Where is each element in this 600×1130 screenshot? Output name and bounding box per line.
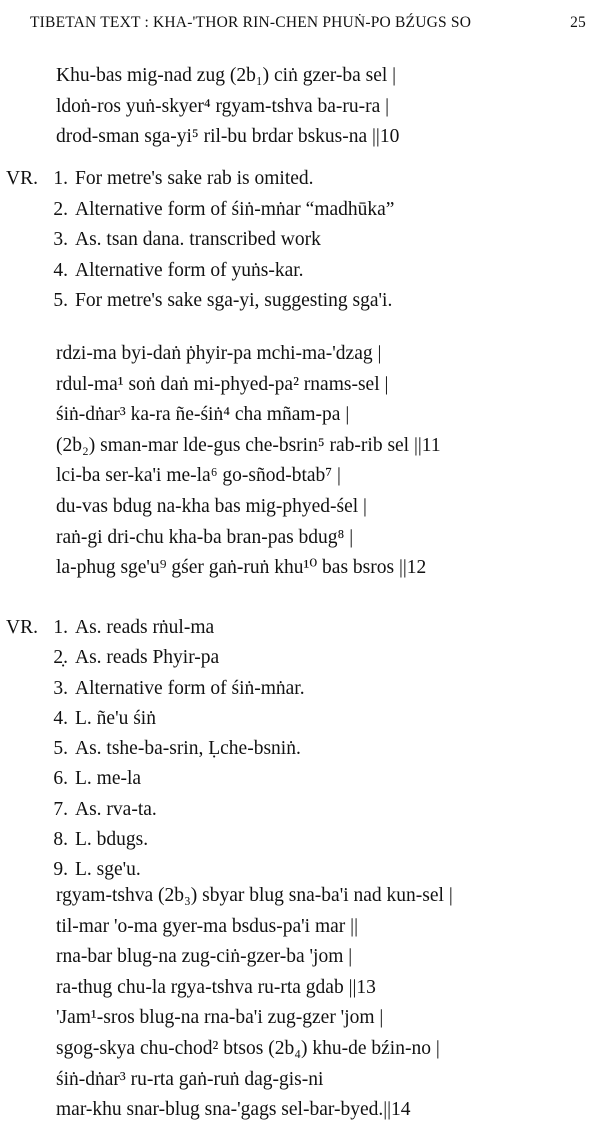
vr-number: 7.: [53, 798, 68, 820]
vr-text: L. bdugs.: [75, 829, 149, 851]
vr-text: As. tshe-ba-srin, Ḷche-bsniṅ.: [75, 738, 301, 760]
vr-text: L. me-la: [75, 768, 142, 790]
vr-number: 2.: [53, 198, 68, 220]
verse-line: śiṅ-dṅar³ ka-ra ñe-śiṅ⁴ cha mñam-pa |: [56, 404, 350, 426]
verse-line: drod-sman sga-yi⁵ ril-bu brdar bskus-na ||10: [56, 126, 400, 148]
verse-line: lci-ba ser-ka'i me-la⁶ go-sñod-btab⁷ |: [56, 465, 341, 487]
vr-number: 5.: [53, 290, 68, 311]
verse-block-13-14: [56, 881, 453, 1126]
vr-number: 9.: [53, 859, 68, 881]
verse-line: rdul-ma¹ soṅ daṅ mi-phyed-pa² rnams-sel |: [56, 373, 389, 395]
vr-label: VR.: [6, 617, 38, 638]
vr-text: L. sge'u.: [75, 859, 141, 881]
vr-number: 1.: [53, 617, 68, 638]
verse-block-11-12: [56, 339, 441, 584]
verse-line: til-mar 'o-ma gyer-ma bsdus-pa'i mar ||: [56, 915, 358, 937]
verse-line: (2b₂) sman-mar lde-gus che-bsrin⁵ rab-rib sel ||11: [56, 434, 441, 456]
verse-line: mar-khu snar-blug sna-'gags sel-bar-byed.||14: [56, 1099, 411, 1121]
vr-text: L. ñe'u śiṅ: [75, 707, 156, 729]
vr-number: 3.: [53, 677, 68, 699]
verse-line: ldoṅ-ros yuṅ-skyer⁴ rgyam-tshva ba-ru-ra |: [56, 95, 390, 117]
vr-text: As. rva-ta.: [75, 798, 157, 820]
verse-line: śiṅ-dṅar³ ru-rta gaṅ-ruṅ dag-gis-ni: [56, 1068, 324, 1090]
vr-number: 5.: [53, 738, 68, 760]
verse-line: Khu-bas mig-nad zug (2b₁) ciṅ gzer-ba sel |: [56, 65, 397, 86]
verse-line: ra-thug chu-la rgya-tshva ru-rta gdab ||13: [56, 976, 376, 998]
verse-line: sgog-skya chu-chod² btsos (2b₄) khu-de bźin-no |: [56, 1037, 440, 1059]
vr-text: For metre's sake rab is omited.: [75, 168, 314, 189]
vr-text: Alternative form of śiṅ-mṅar “madhūka”: [75, 198, 395, 220]
vr-number: 4.: [53, 259, 68, 281]
verse-block-10: [56, 61, 399, 153]
vr-text: As. tsan dana. transcribed work: [75, 229, 321, 250]
verse-line: du-vas bdug na-kha bas mig-phyed-śel |: [56, 495, 367, 517]
vr-text: As. reads Phyir-pa: [75, 647, 220, 669]
page-number: 25: [570, 14, 586, 31]
vr-text: For metre's sake sga-yi, suggesting sga'i.: [75, 290, 393, 311]
vr-number: 8.: [53, 829, 68, 851]
vr-number: 3.: [53, 229, 68, 250]
verse-line: raṅ-gi dri-chu kha-ba bran-pas bdug⁸ |: [56, 526, 354, 548]
vr-number: 2̣.: [53, 647, 68, 669]
running-title: TIBETAN TEXT : KHA-'THOR RIN-CHEN PHUṄ-PO BŹUGS SO: [30, 14, 472, 31]
verse-line: rdzi-ma byi-daṅ ṗhyir-pa mchi-ma-'dzag |: [56, 343, 382, 364]
vr-text: Alternative form of śiṅ-mṅar.: [75, 677, 305, 699]
vr-number: 1.: [53, 168, 68, 189]
vr-text: As. reads rṅul-ma: [75, 617, 215, 638]
vr-number: 6.: [53, 768, 68, 790]
vr-label: VR.: [6, 168, 38, 189]
verse-line: rna-bar blug-na zug-ciṅ-gzer-ba 'jom |: [56, 946, 353, 968]
verse-line: la-phug sge'u⁹ gśer gaṅ-ruṅ khu¹⁰ bas bsros ||12: [56, 557, 427, 579]
vr-number: 4.: [53, 707, 68, 729]
verse-line: 'Jam¹-sros blug-na rna-ba'i zug-gzer 'jom |: [56, 1007, 384, 1029]
vr-text: Alternative form of yuṅs-kar.: [75, 259, 304, 281]
verse-line: rgyam-tshva (2b₃) sbyar blug sna-ba'i nad kun-sel |: [56, 885, 453, 906]
